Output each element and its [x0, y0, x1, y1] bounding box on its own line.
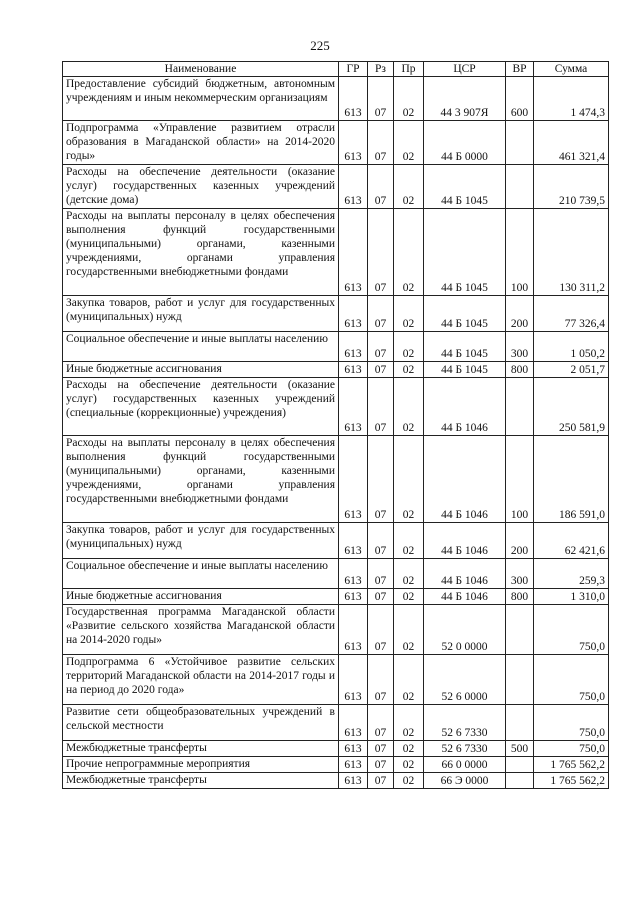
- cell-name: Закупка товаров, работ и услуг для государственных (муниципальных) нужд: [63, 523, 339, 559]
- page-number: 225: [310, 38, 330, 53]
- cell-name: Расходы на обеспечение деятельности (оказание услуг) государственных казенных учреждений (специальные (коррекционные) учреждения): [63, 378, 339, 436]
- table-row: [63, 589, 609, 605]
- cell-sum: 1 474,3: [534, 77, 609, 121]
- cell-vr: [506, 705, 534, 741]
- cell-vr: 800: [506, 362, 534, 378]
- cell-gr: 613: [339, 757, 368, 773]
- budget-table: [62, 61, 609, 789]
- cell-rz: 07: [368, 121, 394, 165]
- cell-sum: 210 739,5: [534, 165, 609, 209]
- cell-vr: [506, 165, 534, 209]
- cell-sum: 259,3: [534, 559, 609, 589]
- cell-name: Межбюджетные трансферты: [63, 741, 339, 757]
- cell-pr: 02: [394, 605, 424, 655]
- cell-pr: 02: [394, 296, 424, 332]
- cell-gr: 613: [339, 436, 368, 523]
- cell-csr: 44 Б 1045: [424, 362, 506, 378]
- cell-gr: 613: [339, 773, 368, 789]
- cell-csr: 44 Б 1046: [424, 523, 506, 559]
- table-row: [63, 296, 609, 332]
- header-rz: Рз: [368, 62, 394, 77]
- cell-gr: 613: [339, 655, 368, 705]
- cell-rz: 07: [368, 362, 394, 378]
- cell-gr: 613: [339, 741, 368, 757]
- table-row: [63, 605, 609, 655]
- cell-csr: 52 6 7330: [424, 705, 506, 741]
- cell-vr: 300: [506, 559, 534, 589]
- cell-rz: 07: [368, 655, 394, 705]
- cell-sum: 2 051,7: [534, 362, 609, 378]
- cell-rz: 07: [368, 165, 394, 209]
- cell-rz: 07: [368, 705, 394, 741]
- table-row: [63, 332, 609, 362]
- cell-gr: 613: [339, 605, 368, 655]
- cell-gr: 613: [339, 705, 368, 741]
- cell-sum: 750,0: [534, 705, 609, 741]
- cell-name: Социальное обеспечение и иные выплаты населению: [63, 332, 339, 362]
- table-row: [63, 757, 609, 773]
- cell-csr: 52 6 7330: [424, 741, 506, 757]
- cell-sum: 186 591,0: [534, 436, 609, 523]
- cell-vr: [506, 378, 534, 436]
- cell-gr: 613: [339, 165, 368, 209]
- cell-pr: 02: [394, 655, 424, 705]
- cell-rz: 07: [368, 773, 394, 789]
- cell-csr: 44 Б 1045: [424, 332, 506, 362]
- cell-csr: 44 Б 1046: [424, 589, 506, 605]
- table-row: [63, 209, 609, 296]
- cell-name: Социальное обеспечение и иные выплаты населению: [63, 559, 339, 589]
- cell-csr: 44 Б 1045: [424, 209, 506, 296]
- table-row: [63, 655, 609, 705]
- cell-pr: 02: [394, 209, 424, 296]
- cell-csr: 52 0 0000: [424, 605, 506, 655]
- cell-gr: 613: [339, 362, 368, 378]
- table-row: [63, 705, 609, 741]
- cell-csr: 44 Б 1045: [424, 165, 506, 209]
- header-gr: ГР: [339, 62, 368, 77]
- cell-pr: 02: [394, 436, 424, 523]
- cell-csr: 44 Б 0000: [424, 121, 506, 165]
- cell-name: Расходы на выплаты персоналу в целях обеспечения выполнения функций государственными (муниципальными) органами, казенными учреждениями, органами управления государственными внебюджетными фондами: [63, 209, 339, 296]
- cell-csr: 44 Б 1046: [424, 559, 506, 589]
- cell-vr: 500: [506, 741, 534, 757]
- cell-csr: 52 6 0000: [424, 655, 506, 705]
- cell-name: Предоставление субсидий бюджетным, автономным учреждениям и иным некоммерческим организациям: [63, 77, 339, 121]
- cell-pr: 02: [394, 741, 424, 757]
- cell-pr: 02: [394, 332, 424, 362]
- cell-name: Расходы на обеспечение деятельности (оказание услуг) государственных казенных учреждений (детские дома): [63, 165, 339, 209]
- cell-name: Подпрограмма 6 «Устойчивое развитие сельских территорий Магаданской области на 2014-2017 годы и на период до 2020 года»: [63, 655, 339, 705]
- cell-gr: 613: [339, 523, 368, 559]
- cell-pr: 02: [394, 77, 424, 121]
- cell-sum: 62 421,6: [534, 523, 609, 559]
- cell-sum: 461 321,4: [534, 121, 609, 165]
- header-pr: Пр: [394, 62, 424, 77]
- cell-name: Закупка товаров, работ и услуг для государственных (муниципальных) нужд: [63, 296, 339, 332]
- cell-gr: 613: [339, 296, 368, 332]
- table-row: [63, 559, 609, 589]
- cell-gr: 613: [339, 209, 368, 296]
- cell-name: Прочие непрограммные мероприятия: [63, 757, 339, 773]
- cell-sum: 1 765 562,2: [534, 757, 609, 773]
- cell-csr: 44 Б 1045: [424, 296, 506, 332]
- cell-pr: 02: [394, 705, 424, 741]
- cell-vr: [506, 605, 534, 655]
- cell-pr: 02: [394, 378, 424, 436]
- table-row: [63, 436, 609, 523]
- table-row: [63, 121, 609, 165]
- cell-rz: 07: [368, 523, 394, 559]
- table-row: [63, 362, 609, 378]
- table-row: [63, 523, 609, 559]
- cell-pr: 02: [394, 589, 424, 605]
- cell-vr: [506, 757, 534, 773]
- cell-name: Государственная программа Магаданской области «Развитие сельского хозяйства Магаданской области на 2014-2020 годы»: [63, 605, 339, 655]
- cell-gr: 613: [339, 559, 368, 589]
- header-vr: ВР: [506, 62, 534, 77]
- table-row: [63, 77, 609, 121]
- cell-sum: 750,0: [534, 655, 609, 705]
- cell-rz: 07: [368, 436, 394, 523]
- cell-gr: 613: [339, 589, 368, 605]
- cell-gr: 613: [339, 77, 368, 121]
- cell-vr: 600: [506, 77, 534, 121]
- cell-rz: 07: [368, 741, 394, 757]
- cell-rz: 07: [368, 209, 394, 296]
- table-row: [63, 378, 609, 436]
- cell-vr: [506, 773, 534, 789]
- cell-pr: 02: [394, 757, 424, 773]
- cell-vr: 800: [506, 589, 534, 605]
- cell-sum: 250 581,9: [534, 378, 609, 436]
- header-name: Наименование: [63, 62, 339, 77]
- header-csr: ЦСР: [424, 62, 506, 77]
- cell-vr: [506, 121, 534, 165]
- cell-vr: 100: [506, 436, 534, 523]
- cell-rz: 07: [368, 605, 394, 655]
- cell-name: Развитие сети общеобразовательных учреждений в сельской местности: [63, 705, 339, 741]
- cell-rz: 07: [368, 589, 394, 605]
- cell-vr: 200: [506, 296, 534, 332]
- cell-pr: 02: [394, 773, 424, 789]
- cell-sum: 1 310,0: [534, 589, 609, 605]
- cell-csr: 66 0 0000: [424, 757, 506, 773]
- cell-sum: 1 765 562,2: [534, 773, 609, 789]
- cell-rz: 07: [368, 296, 394, 332]
- cell-csr: 44 Б 1046: [424, 378, 506, 436]
- cell-name: Подпрограмма «Управление развитием отрасли образования в Магаданской области» на 2014-2020 годы»: [63, 121, 339, 165]
- cell-pr: 02: [394, 165, 424, 209]
- cell-name: Расходы на выплаты персоналу в целях обеспечения выполнения функций государственными (муниципальными) органами, казенными учреждениями, органами управления государственными внебюджетными фондами: [63, 436, 339, 523]
- cell-rz: 07: [368, 77, 394, 121]
- cell-vr: 300: [506, 332, 534, 362]
- cell-name: Иные бюджетные ассигнования: [63, 362, 339, 378]
- cell-pr: 02: [394, 559, 424, 589]
- table-row: [63, 741, 609, 757]
- cell-sum: 750,0: [534, 741, 609, 757]
- cell-rz: 07: [368, 332, 394, 362]
- cell-name: Межбюджетные трансферты: [63, 773, 339, 789]
- table-row: [63, 773, 609, 789]
- cell-sum: 77 326,4: [534, 296, 609, 332]
- cell-sum: 750,0: [534, 605, 609, 655]
- cell-rz: 07: [368, 559, 394, 589]
- cell-vr: 100: [506, 209, 534, 296]
- cell-name: Иные бюджетные ассигнования: [63, 589, 339, 605]
- cell-pr: 02: [394, 362, 424, 378]
- cell-gr: 613: [339, 378, 368, 436]
- table-body: [63, 77, 609, 789]
- cell-vr: 200: [506, 523, 534, 559]
- cell-sum: 1 050,2: [534, 332, 609, 362]
- table-header-row: [63, 62, 609, 77]
- cell-pr: 02: [394, 523, 424, 559]
- header-sum: Сумма: [534, 62, 609, 77]
- cell-sum: 130 311,2: [534, 209, 609, 296]
- cell-csr: 66 Э 0000: [424, 773, 506, 789]
- cell-vr: [506, 655, 534, 705]
- cell-csr: 44 Б 1046: [424, 436, 506, 523]
- cell-pr: 02: [394, 121, 424, 165]
- cell-gr: 613: [339, 121, 368, 165]
- cell-rz: 07: [368, 757, 394, 773]
- cell-rz: 07: [368, 378, 394, 436]
- cell-gr: 613: [339, 332, 368, 362]
- table-row: [63, 165, 609, 209]
- cell-csr: 44 3 907Я: [424, 77, 506, 121]
